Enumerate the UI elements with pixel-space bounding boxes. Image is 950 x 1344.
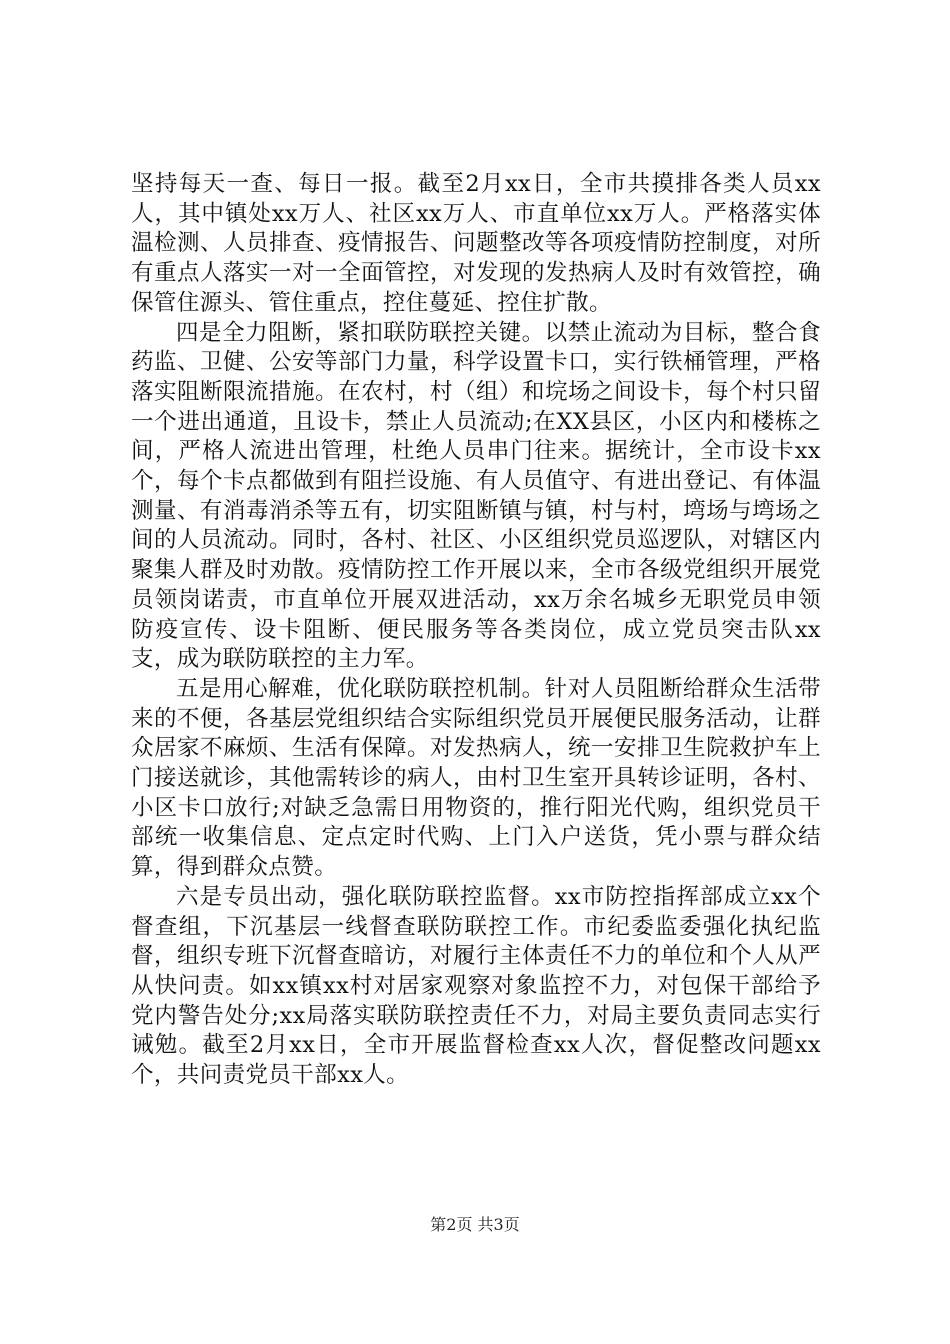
document-body bbox=[131, 170, 821, 1091]
paragraph-4: 六是专员出动，强化联防联控监督。xx市防控指挥部成立xx个督查组，下沉基层一线督查联防联控工作。市纪委监委强化执纪监督，组织专班下沉督查暗访，对履行主体责任不力的单位和个人从严从快问责。如xx镇xx村对居家观察对象监控不力，对包保干部给予党内警告处分;xx局落实联防联控责任不力，对局主要负责同志实行诫勉。截至2月xx日，全市开展监督检查xx人次，督促整改问题xx个，共问责党员干部xx人。 bbox=[131, 883, 821, 1089]
page-number-footer: 第2页 共3页 bbox=[430, 1215, 520, 1234]
paragraph-2: 四是全力阻断，紧扣联防联控关键。以禁止流动为目标，整合食药监、卫健、公安等部门力量，科学设置卡口，实行铁桶管理，严格落实阻断限流措施。在农村，村（组）和垸场之间设卡，每个村只留一个进出通道，且设卡，禁止人员流动;在XX县区，小区内和楼栋之间，严格人流进出管理，杜绝人员串门往来。据统计，全市设卡xx个，每个卡点都做到有阻拦设施、有人员值守、有进出登记、有体温测量、有消毒消杀等五有，切实阻断镇与镇，村与村，塆场与塆场之间的人员流动。同时，各村、社区、小区组织党员巡逻队，对辖区内聚集人群及时劝散。疫情防控工作开展以来，全市各级党组织开展党员领岗诺责，市直单位开展双进活动，xx万余名城乡无职党员申领防疫宣传、设卡阻断、便民服务等各类岗位，成立党员突击队xx支，成为联防联控的主力军。 bbox=[131, 319, 821, 673]
paragraph-1: 坚持每天一查、每日一报。截至2月xx日，全市共摸排各类人员xx人，其中镇处xx万人、社区xx万人、市直单位xx万人。严格落实体温检测、人员排查、疫情报告、问题整改等各项疫情防控制度，对所有重点人落实一对一全面管控，对发现的发热病人及时有效管控，确保管住源头、管住重点，控住蔓延、控住扩散。 bbox=[131, 171, 821, 316]
paragraph-3: 五是用心解难，优化联防联控机制。针对人员阻断给群众生活带来的不便，各基层党组织结合实际组织党员开展便民服务活动，让群众居家不麻烦、生活有保障。对发热病人，统一安排卫生院救护车上门接送就诊，其他需转诊的病人，由村卫生室开具转诊证明，各村、小区卡口放行;对缺乏急需日用物资的，推行阳光代购，组织党员干部统一收集信息、定点定时代购、上门入户送货，凭小票与群众结算，得到群众点赞。 bbox=[131, 675, 821, 881]
